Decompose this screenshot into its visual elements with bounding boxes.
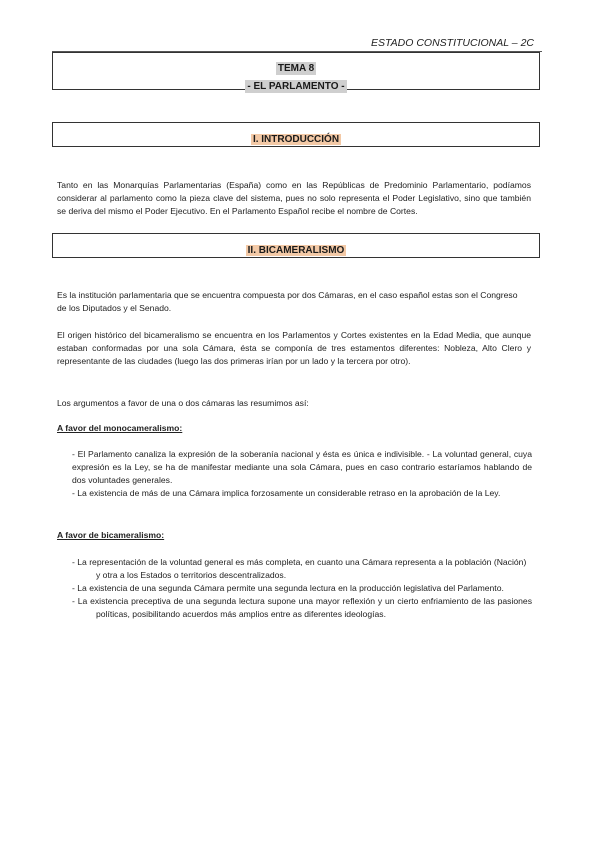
title-box	[52, 52, 540, 90]
list-item: - La representación de la voluntad general es más completa, en cuanto una Cámara representa a la población (Nación) y otra a los Estados o territorios descentralizados.	[72, 557, 527, 580]
section-heading-bicameralismo-label: II. BICAMERALISMO	[247, 245, 345, 256]
list-item: - La existencia preceptiva de una segunda lectura supone una mayor reflexión y un cierto enfriamiento de las pasiones políticas, posibilitando acuerdos más amplios entre as diferentes ideologías.	[72, 596, 532, 619]
title-line-1: TEMA 8	[277, 63, 315, 74]
title-line-2: - EL PARLAMENTO -	[247, 81, 345, 92]
section-heading-introduccion	[52, 122, 540, 147]
section-heading-bicameralismo	[52, 233, 540, 258]
bicameralismo-heading: A favor de bicameralismo:	[57, 530, 165, 540]
list-item: - El Parlamento canaliza la expresión de la soberanía nacional y ésta es única e indivisible. - La voluntad general, cuya expresión es la Ley, se ha de manifestar mediante una sola Cámara, pues en caso contrario estaríamos hablando de dos voluntades generales.	[72, 449, 532, 485]
bicameralismo-list	[72, 556, 532, 621]
monocameralismo-heading: A favor del monocameralismo:	[57, 423, 183, 433]
intro-paragraph: Tanto en las Monarquías Parlamentarias (España) como en las Repúblicas de Predominio Parlamentario, podíamos considerar al parlamento como la pieza clave del sistema, pues no solo representa el Poder Legislativo, sino que también se deriva del mismo el Poder Ejecutivo. En el Parlamento Español recibe el nombre de Cortes.	[57, 180, 531, 216]
monocameralismo-list	[72, 448, 532, 500]
bicameralismo-paragraph-2: El origen histórico del bicameralismo se encuentra en los Parlamentos y Cortes existentes en la Edad Media, que aunque estaban conformadas por una sola Cámara, ésta se componía de tres estamentos diferentes: Nobleza, Alto Clero y representante de las ciudades (luego las dos primeras irían por un lado y la tercera por otro).	[57, 330, 531, 366]
section-heading-introduccion-label: I. INTRODUCCIÓN	[252, 134, 340, 145]
bicameralismo-paragraph-1: Es la institución parlamentaria que se encuentra compuesta por dos Cámaras, en el caso español estas son el Congreso de los Diputados y el Senado.	[57, 290, 518, 313]
list-item: - La existencia de más de una Cámara implica forzosamente un considerable retraso en la aprobación de la Ley.	[72, 488, 501, 498]
bicameralismo-paragraph-3: Los argumentos a favor de una o dos cámaras las resumimos así:	[57, 398, 309, 408]
list-item: - La existencia de una segunda Cámara permite una segunda lectura en la producción legislativa del Parlamento.	[72, 583, 504, 593]
running-header: ESTADO CONSTITUCIONAL – 2C	[371, 37, 534, 49]
